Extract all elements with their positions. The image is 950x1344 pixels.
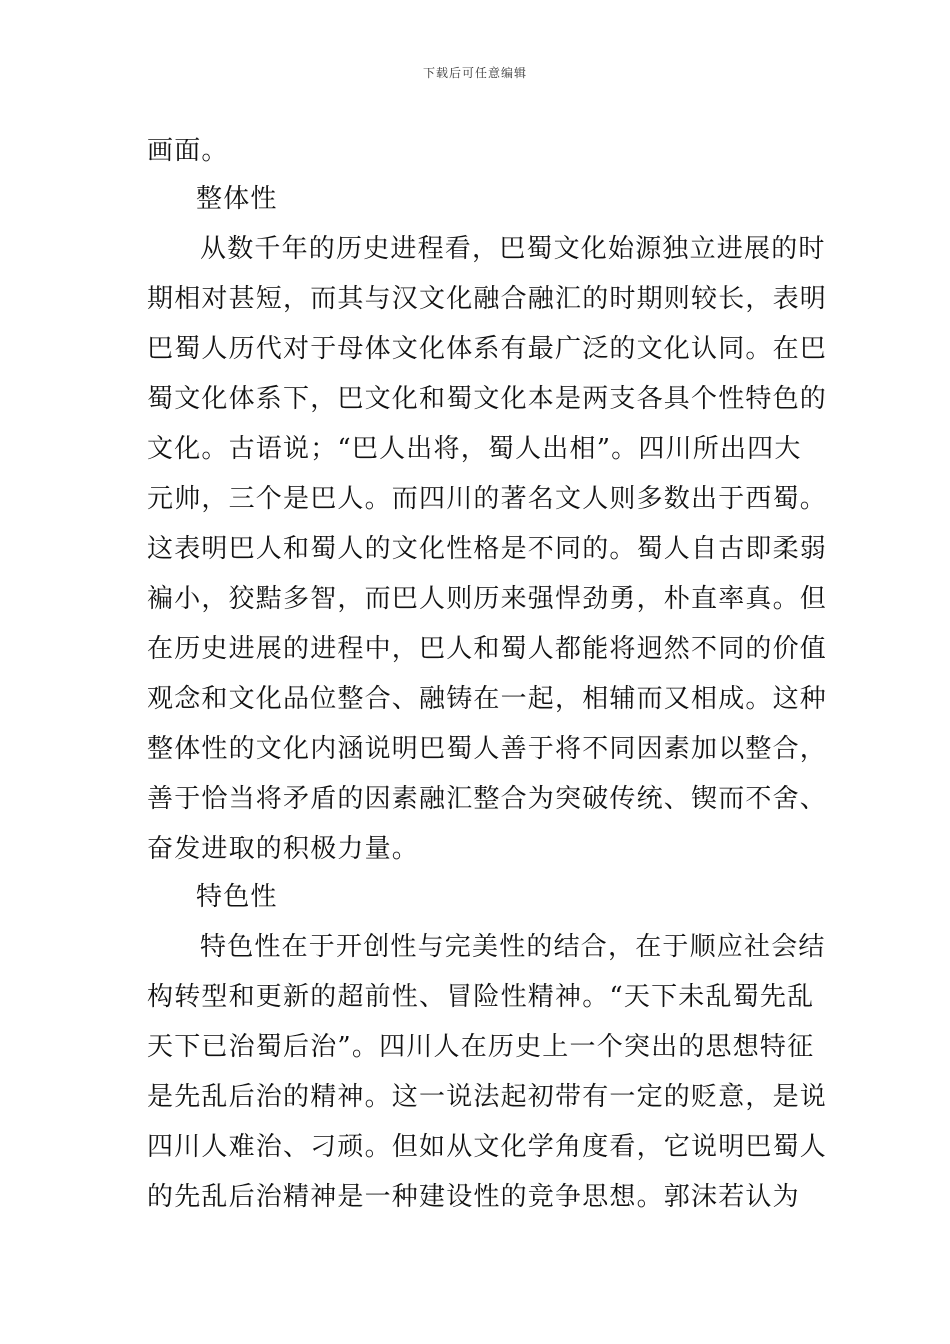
text-line: 画面。	[147, 136, 229, 166]
text-line: 元帅，三个是巴人。而四川的著名文人则多数出于西蜀。	[147, 484, 828, 514]
text-line: 构转型和更新的超前性、冒险性精神。“天下未乱蜀先乱	[147, 982, 815, 1012]
text-line: 从数千年的历史进程看，巴蜀文化始源独立进展的时	[200, 234, 826, 264]
text-line: 在历史进展的进程中，巴人和蜀人都能将迥然不同的价值	[147, 634, 828, 664]
text-line: 蜀文化体系下，巴文化和蜀文化本是两支各具个性特色的	[147, 384, 828, 414]
text-line: 四川人难治、刁顽。但如从文化学角度看，它说明巴蜀人	[147, 1132, 828, 1162]
text-line: 褊小，狡黠多智，而巴人则历来强悍劲勇，朴直率真。但	[147, 584, 828, 614]
text-line: 天下已治蜀后治”。四川人在历史上一个突出的思想特征	[147, 1032, 815, 1062]
section-heading-integrity: 整体性	[196, 184, 278, 214]
text-line: 整体性的文化内涵说明巴蜀人善于将不同因素加以整合，	[147, 734, 828, 764]
text-line: 巴蜀人历代对于母体文化体系有最广泛的文化认同。在巴	[147, 334, 828, 364]
section-heading-distinctiveness: 特色性	[196, 882, 278, 912]
text-line: 文化。古语说；“巴人出将，蜀人出相”。四川所出四大	[147, 434, 802, 464]
text-line: 期相对甚短，而其与汉文化融合融汇的时期则较长，表明	[147, 284, 828, 314]
text-line: 特色性在于开创性与完美性的结合，在于顺应社会结	[200, 932, 826, 962]
text-line: 观念和文化品位整合、融铸在一起，相辅而又相成。这种	[147, 684, 828, 714]
page-header: 下载后可任意编辑	[422, 66, 527, 80]
text-line: 是先乱后治的精神。这一说法起初带有一定的贬意，是说	[147, 1082, 828, 1112]
text-line: 这表明巴人和蜀人的文化性格是不同的。蜀人自古即柔弱	[147, 534, 828, 564]
text-line: 的先乱后治精神是一种建设性的竞争思想。郭沫若认为	[147, 1182, 800, 1212]
text-line: 奋发进取的积极力量。	[147, 834, 420, 864]
text-line: 善于恰当将矛盾的因素融汇整合为突破传统、锲而不舍、	[147, 784, 828, 814]
